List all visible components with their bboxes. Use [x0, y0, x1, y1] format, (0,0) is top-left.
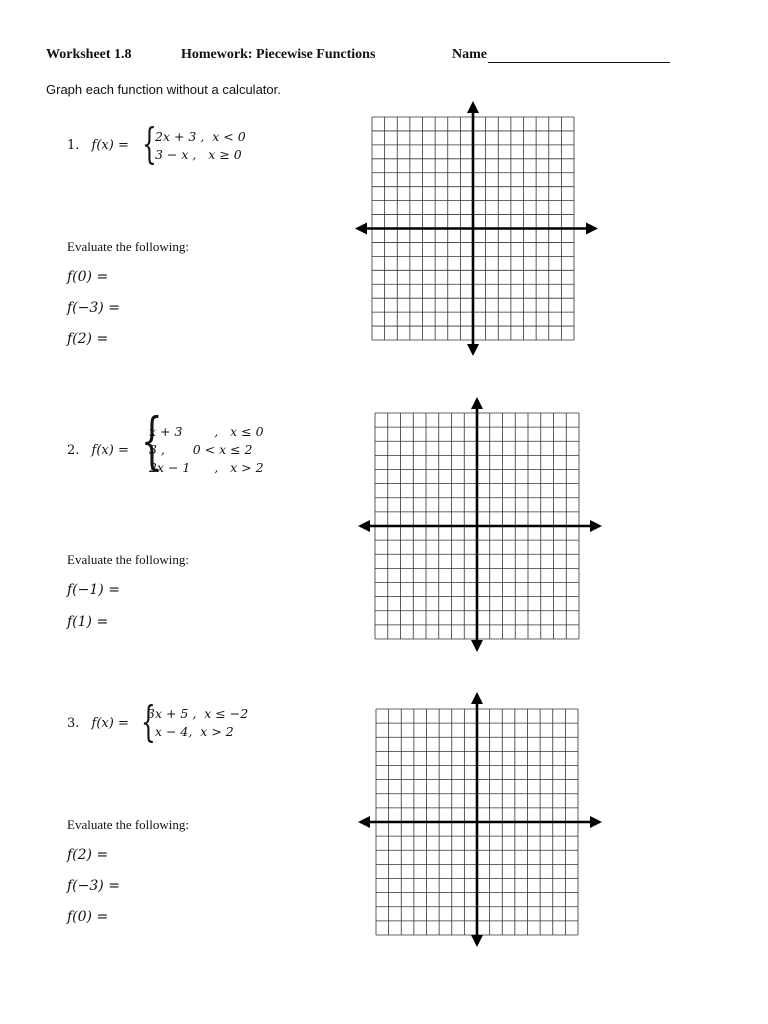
worksheet-number: Worksheet 1.8: [46, 47, 132, 62]
x-axis-left-arrow: [358, 816, 370, 828]
x-axis-right-arrow: [586, 223, 598, 235]
problem-3-brace: {: [141, 697, 156, 746]
problem-2-case-1: x + 3 , x ≤ 0: [149, 424, 264, 439]
problem-1-brace: {: [142, 119, 157, 168]
problem-1-eval-3: f(2) =: [67, 331, 109, 347]
x-axis-left-arrow: [355, 223, 367, 235]
problem-3-number: 3.: [67, 716, 80, 731]
worksheet-title: Homework: Piecewise Functions: [181, 47, 376, 62]
name-label: Name: [452, 47, 487, 62]
problem-1-evaluate-heading: Evaluate the following:: [67, 239, 190, 254]
y-axis-up-arrow: [471, 397, 483, 409]
problem-1-eval-1: f(0) =: [67, 269, 109, 285]
y-axis-down-arrow: [471, 640, 483, 652]
problem-1-number: 1.: [67, 138, 80, 153]
problem-3-case-1: 3x + 5 , x ≤ −2: [147, 706, 249, 721]
problem-3-eval-1: f(2) =: [67, 847, 109, 863]
x-axis-left-arrow: [358, 520, 370, 532]
problem-1-definition: [67, 138, 129, 153]
problem-2-eval-1: f(−1) =: [67, 582, 120, 598]
problem-1-case-1: 2x + 3 , x < 0: [155, 129, 246, 144]
problem-2-case-2: 3 , 0 < x ≤ 2: [149, 442, 253, 457]
problem-3-case-2: x − 4, x > 2: [147, 724, 234, 739]
problem-1-function: f(x) =: [91, 138, 129, 153]
problem-3-function: f(x) =: [91, 716, 129, 731]
problem-2-brace: {: [141, 404, 163, 477]
problem-2-case-3: 2x − 1 , x > 2: [149, 460, 264, 475]
y-axis-down-arrow: [467, 344, 479, 356]
problem-3-eval-3: f(0) =: [67, 909, 109, 925]
problem-2-number: 2.: [67, 443, 80, 458]
x-axis-right-arrow: [590, 520, 602, 532]
problem-3-definition: [67, 716, 129, 731]
problem-2-function: f(x) =: [91, 443, 129, 458]
problem-2-evaluate-heading: Evaluate the following:: [67, 552, 190, 567]
problem-1-case-2: 3 − x , x ≥ 0: [155, 147, 242, 162]
y-axis-down-arrow: [471, 935, 483, 947]
problem-1-eval-2: f(−3) =: [67, 300, 120, 316]
instructions: Graph each function without a calculator.: [46, 82, 281, 97]
problem-3-eval-2: f(−3) =: [67, 878, 120, 894]
problem-3-evaluate-heading: Evaluate the following:: [67, 817, 190, 832]
problem-2-eval-2: f(1) =: [67, 614, 109, 630]
y-axis-up-arrow: [467, 101, 479, 113]
y-axis-up-arrow: [471, 692, 483, 704]
name-field: [452, 47, 670, 63]
x-axis-right-arrow: [590, 816, 602, 828]
name-blank-line: [488, 50, 670, 63]
problem-2-definition: [67, 443, 129, 458]
